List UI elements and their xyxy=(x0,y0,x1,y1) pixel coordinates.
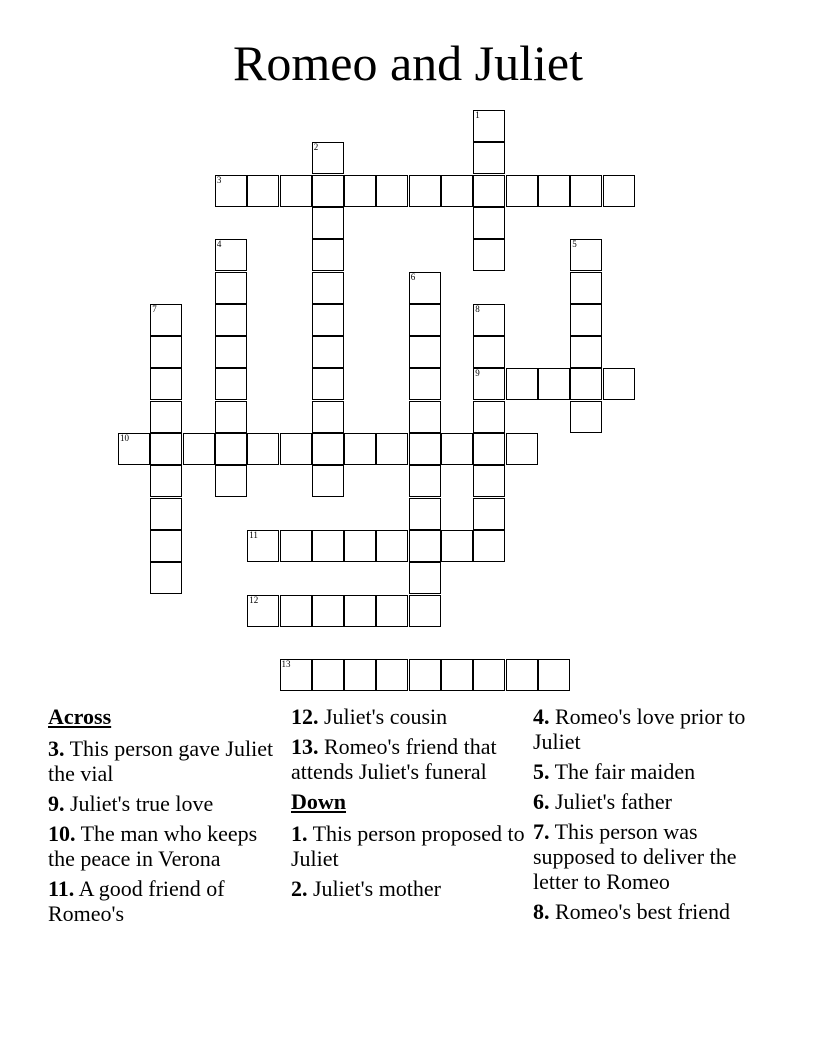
clue-text: This person proposed to Juliet xyxy=(291,821,525,871)
grid-cell[interactable] xyxy=(280,595,312,627)
clue-text: A good friend of Romeo's xyxy=(48,876,225,926)
grid-cell[interactable] xyxy=(312,272,344,304)
grid-cell[interactable] xyxy=(473,368,505,400)
clue-number: 9. xyxy=(48,791,65,816)
grid-cell[interactable] xyxy=(150,498,182,530)
clue-text: Juliet's cousin xyxy=(324,704,448,729)
grid-cell[interactable] xyxy=(376,530,408,562)
clue-text: The fair maiden xyxy=(554,759,696,784)
grid-cell[interactable] xyxy=(312,175,344,207)
grid-cell[interactable] xyxy=(312,336,344,368)
grid-cell[interactable] xyxy=(150,530,182,562)
grid-cell[interactable] xyxy=(603,175,635,207)
clue-number: 12. xyxy=(291,704,319,729)
clue-text: Juliet's mother xyxy=(313,876,442,901)
grid-cell[interactable] xyxy=(247,433,279,465)
grid-cell[interactable] xyxy=(215,175,247,207)
clue-across-13 xyxy=(291,734,526,784)
grid-cell[interactable] xyxy=(215,465,247,497)
grid-cell[interactable] xyxy=(409,530,441,562)
grid-cell[interactable] xyxy=(215,272,247,304)
grid-cell[interactable] xyxy=(280,175,312,207)
grid-cell[interactable] xyxy=(150,304,182,336)
grid-cell[interactable] xyxy=(409,659,441,691)
clue-text: Romeo's friend that attends Juliet's funeral xyxy=(291,734,497,784)
grid-cell[interactable] xyxy=(409,401,441,433)
grid-cell[interactable] xyxy=(312,142,344,174)
clue-text: Romeo's best friend xyxy=(555,899,731,924)
cell-number: 8 xyxy=(475,303,480,314)
grid-cell[interactable] xyxy=(473,110,505,142)
grid-cell[interactable] xyxy=(570,336,602,368)
clue-down-7 xyxy=(533,819,768,894)
grid-cell[interactable] xyxy=(247,175,279,207)
cell-number: 12 xyxy=(249,594,259,605)
cell-number: 13 xyxy=(281,659,291,670)
grid-cell[interactable] xyxy=(344,659,376,691)
grid-cell[interactable] xyxy=(215,433,247,465)
clue-text: This person was supposed to deliver the letter to Romeo xyxy=(533,819,737,894)
grid-cell[interactable] xyxy=(312,304,344,336)
grid-cell[interactable] xyxy=(570,401,602,433)
grid-cell[interactable] xyxy=(506,175,538,207)
grid-cell[interactable] xyxy=(538,659,570,691)
grid-cell[interactable] xyxy=(538,368,570,400)
grid-cell[interactable] xyxy=(215,304,247,336)
grid-cell[interactable] xyxy=(344,175,376,207)
grid-cell[interactable] xyxy=(473,530,505,562)
clue-down-6 xyxy=(533,789,768,814)
grid-cell[interactable] xyxy=(312,659,344,691)
grid-cell[interactable] xyxy=(409,595,441,627)
grid-cell[interactable] xyxy=(473,336,505,368)
grid-cell[interactable] xyxy=(473,433,505,465)
cell-number: 7 xyxy=(152,303,157,314)
cell-number: 3 xyxy=(216,174,222,185)
grid-cell[interactable] xyxy=(215,401,247,433)
grid-cell[interactable] xyxy=(441,433,473,465)
clue-column-1 xyxy=(48,704,283,931)
clue-column-3 xyxy=(533,704,768,929)
cell-number: 1 xyxy=(475,110,480,120)
grid-cell[interactable] xyxy=(150,562,182,594)
grid-cell[interactable] xyxy=(473,659,505,691)
grid-cell[interactable] xyxy=(280,530,312,562)
clue-number: 11. xyxy=(48,876,75,901)
cell-number: 6 xyxy=(410,271,416,282)
clue-down-4 xyxy=(533,704,768,754)
puzzle-title: Romeo and Juliet xyxy=(233,35,583,91)
grid-cell[interactable] xyxy=(150,433,182,465)
down-heading: Down xyxy=(291,789,347,814)
grid-cell[interactable] xyxy=(344,595,376,627)
grid-cell[interactable] xyxy=(150,465,182,497)
grid-cell[interactable] xyxy=(473,239,505,271)
clue-number: 4. xyxy=(533,704,550,729)
grid-cell[interactable] xyxy=(473,142,505,174)
grid-cell[interactable] xyxy=(473,498,505,530)
grid-cell[interactable] xyxy=(312,401,344,433)
grid-cell[interactable] xyxy=(150,368,182,400)
grid-cell[interactable] xyxy=(376,175,408,207)
clue-down-8 xyxy=(533,899,768,924)
grid-cell[interactable] xyxy=(409,433,441,465)
clue-text: Juliet's true love xyxy=(70,791,214,816)
grid-cell[interactable] xyxy=(312,368,344,400)
cell-number: 10 xyxy=(120,433,129,443)
grid-cell[interactable] xyxy=(473,401,505,433)
grid-cell[interactable] xyxy=(409,304,441,336)
grid-cell[interactable] xyxy=(603,368,635,400)
grid-cell[interactable] xyxy=(312,207,344,239)
grid-cell[interactable] xyxy=(312,465,344,497)
grid-cell[interactable] xyxy=(344,530,376,562)
grid-cell[interactable] xyxy=(312,433,344,465)
clue-down-2 xyxy=(291,876,526,901)
clue-number: 13. xyxy=(291,734,319,759)
clue-number: 7. xyxy=(533,819,550,844)
clue-number: 6. xyxy=(533,789,550,814)
clue-column-2 xyxy=(291,704,526,906)
grid-cell[interactable] xyxy=(473,207,505,239)
clue-text: Juliet's father xyxy=(555,789,672,814)
grid-cell[interactable] xyxy=(344,433,376,465)
cell-number: 4 xyxy=(216,239,222,250)
grid-cell[interactable] xyxy=(280,659,312,691)
grid-cell[interactable] xyxy=(441,530,473,562)
clue-across-9 xyxy=(48,791,283,816)
clue-number: 3. xyxy=(48,736,65,761)
cell-number: 2 xyxy=(313,142,319,153)
grid-cell[interactable] xyxy=(409,336,441,368)
grid-cell[interactable] xyxy=(409,562,441,594)
grid-cell[interactable] xyxy=(312,595,344,627)
clue-across-11 xyxy=(48,876,283,926)
clue-down-5 xyxy=(533,759,768,784)
clue-across-12 xyxy=(291,704,526,729)
grid-cell[interactable] xyxy=(570,175,602,207)
cell-number: 11 xyxy=(249,529,258,540)
grid-cell[interactable] xyxy=(570,272,602,304)
grid-cell[interactable] xyxy=(441,659,473,691)
grid-cell[interactable] xyxy=(409,272,441,304)
grid-cell[interactable] xyxy=(506,368,538,400)
grid-cell[interactable] xyxy=(570,304,602,336)
across-heading: Across xyxy=(48,704,112,729)
grid-cell[interactable] xyxy=(506,433,538,465)
clue-number: 10. xyxy=(48,821,76,846)
clue-text: Romeo's love prior to Juliet xyxy=(533,704,746,754)
grid-cell[interactable] xyxy=(280,433,312,465)
grid-cell[interactable] xyxy=(441,175,473,207)
grid-cell[interactable] xyxy=(409,498,441,530)
cell-number: 9 xyxy=(475,368,480,379)
clue-down-1 xyxy=(291,821,526,871)
grid-cell[interactable] xyxy=(118,433,150,465)
clue-number: 8. xyxy=(533,899,550,924)
grid-cell[interactable] xyxy=(409,368,441,400)
grid-cell[interactable] xyxy=(473,304,505,336)
grid-cell[interactable] xyxy=(409,175,441,207)
clue-text: This person gave Juliet the vial xyxy=(48,736,274,786)
grid-cell[interactable] xyxy=(570,239,602,271)
grid-cell[interactable] xyxy=(150,336,182,368)
clue-across-10 xyxy=(48,821,283,871)
grid-cell[interactable] xyxy=(183,433,215,465)
cell-number: 5 xyxy=(572,239,577,250)
grid-cell[interactable] xyxy=(376,433,408,465)
grid-cell[interactable] xyxy=(312,530,344,562)
clue-number: 5. xyxy=(533,759,550,784)
grid-cell[interactable] xyxy=(247,595,279,627)
clue-across-3 xyxy=(48,736,283,786)
grid-cell[interactable] xyxy=(376,659,408,691)
grid-cell[interactable] xyxy=(409,465,441,497)
grid-cell[interactable] xyxy=(473,465,505,497)
grid-cell[interactable] xyxy=(538,175,570,207)
grid-cell[interactable] xyxy=(215,336,247,368)
grid-cell[interactable] xyxy=(473,175,505,207)
grid-cell[interactable] xyxy=(215,368,247,400)
grid-cell[interactable] xyxy=(312,239,344,271)
grid-cell[interactable] xyxy=(570,368,602,400)
clue-text: The man who keeps the peace in Verona xyxy=(48,821,258,871)
clue-number: 1. xyxy=(291,821,308,846)
grid-cell[interactable] xyxy=(150,401,182,433)
grid-cell[interactable] xyxy=(506,659,538,691)
grid-cell[interactable] xyxy=(215,239,247,271)
grid-cell[interactable] xyxy=(376,595,408,627)
grid-cell[interactable] xyxy=(247,530,279,562)
clue-number: 2. xyxy=(291,876,308,901)
